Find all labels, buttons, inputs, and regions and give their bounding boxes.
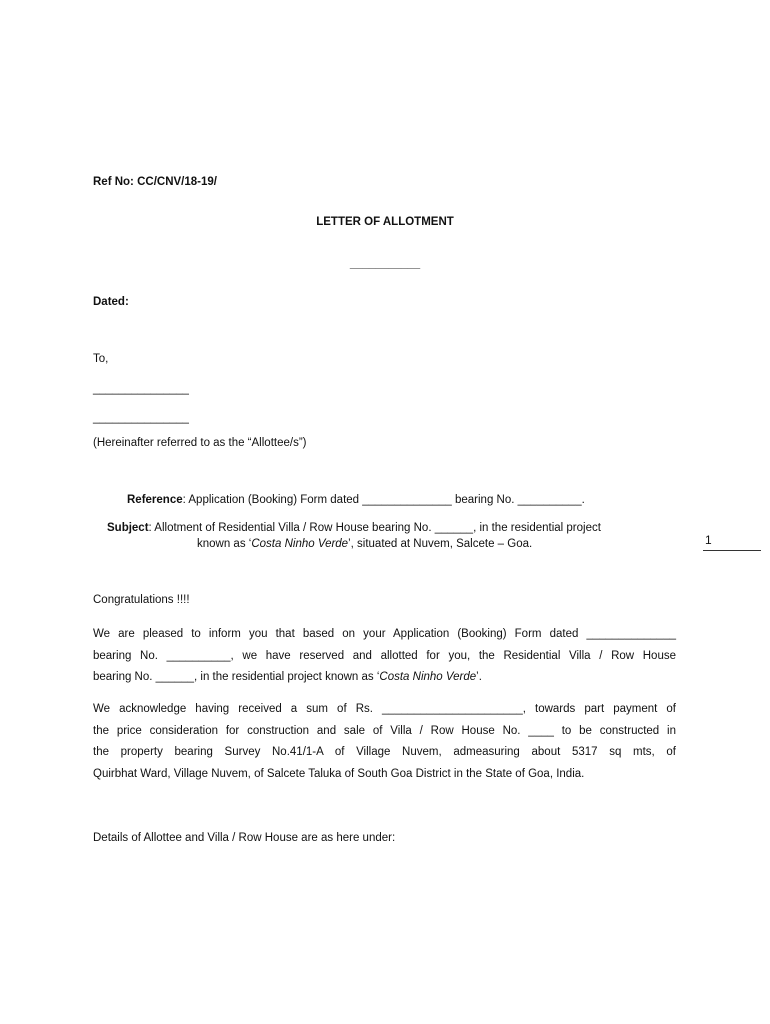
subject-line-2: [197, 538, 532, 550]
para1-line3: [93, 667, 676, 689]
footnote-rule: [703, 550, 761, 551]
to-label: To,: [93, 353, 109, 365]
para2-line2: the price consideration for construction and sale of Villa / Row House No. ____ to be constructed in: [93, 724, 676, 737]
letter-title: LETTER OF ALLOTMENT: [316, 216, 454, 228]
paragraph-allotment: [93, 624, 676, 689]
subject-label: Subject: [107, 522, 149, 534]
details-heading: Details of Allottee and Villa / Row House are as here under:: [93, 832, 396, 844]
congratulations-text: Congratulations !!!!: [93, 594, 190, 606]
para1-line1: We are pleased to inform you that based on your Application (Booking) Form dated ______________: [93, 628, 676, 640]
hereinafter-note: (Hereinafter referred to as the “Allottee/s”): [93, 437, 307, 449]
subject-text-2b: ’, situated at Nuvem, Salcete – Goa.: [348, 538, 533, 550]
addressee-line-2: _______________: [93, 412, 189, 424]
para2-line4: Quirbhat Ward, Village Nuvem, of Salcete Taluka of South Goa District in the State of Goa, India.: [93, 767, 585, 780]
reference-text: : Application (Booking) Form dated ______________ bearing No. __________.: [182, 494, 585, 506]
subject-project-name: Costa Ninho Verde: [251, 538, 349, 550]
addressee-line-1: _______________: [93, 383, 189, 395]
reference-label: Reference: [127, 494, 183, 506]
reference-line: [127, 494, 585, 506]
title-underline: ___________: [349, 258, 421, 270]
para1-line3b: ’.: [476, 671, 482, 683]
dated-label: Dated:: [93, 296, 129, 308]
subject-line-1: [107, 522, 601, 534]
para1-project-name: Costa Ninho Verde: [379, 671, 477, 683]
para2-line1: We acknowledge having received a sum of Rs. ______________________, towards part payment of: [93, 703, 676, 715]
ref-number: Ref No: CC/CNV/18-19/: [93, 176, 217, 188]
footnote-marker: 1: [705, 533, 712, 547]
para2-line3: the property bearing Survey No.41/1-A of Village Nuvem, admeasuring about 5317 sq mts, of: [93, 746, 676, 758]
para1-line2: bearing No. __________, we have reserved and allotted for you, the Residential Villa / Row House: [93, 649, 676, 662]
subject-text-2a: known as ‘: [197, 538, 252, 550]
subject-text-1: : Allotment of Residential Villa / Row House bearing No. ______, in the residential project: [148, 522, 601, 534]
para1-line3a: bearing No. ______, in the residential project known as ‘: [93, 671, 380, 683]
paragraph-payment: [93, 699, 676, 785]
